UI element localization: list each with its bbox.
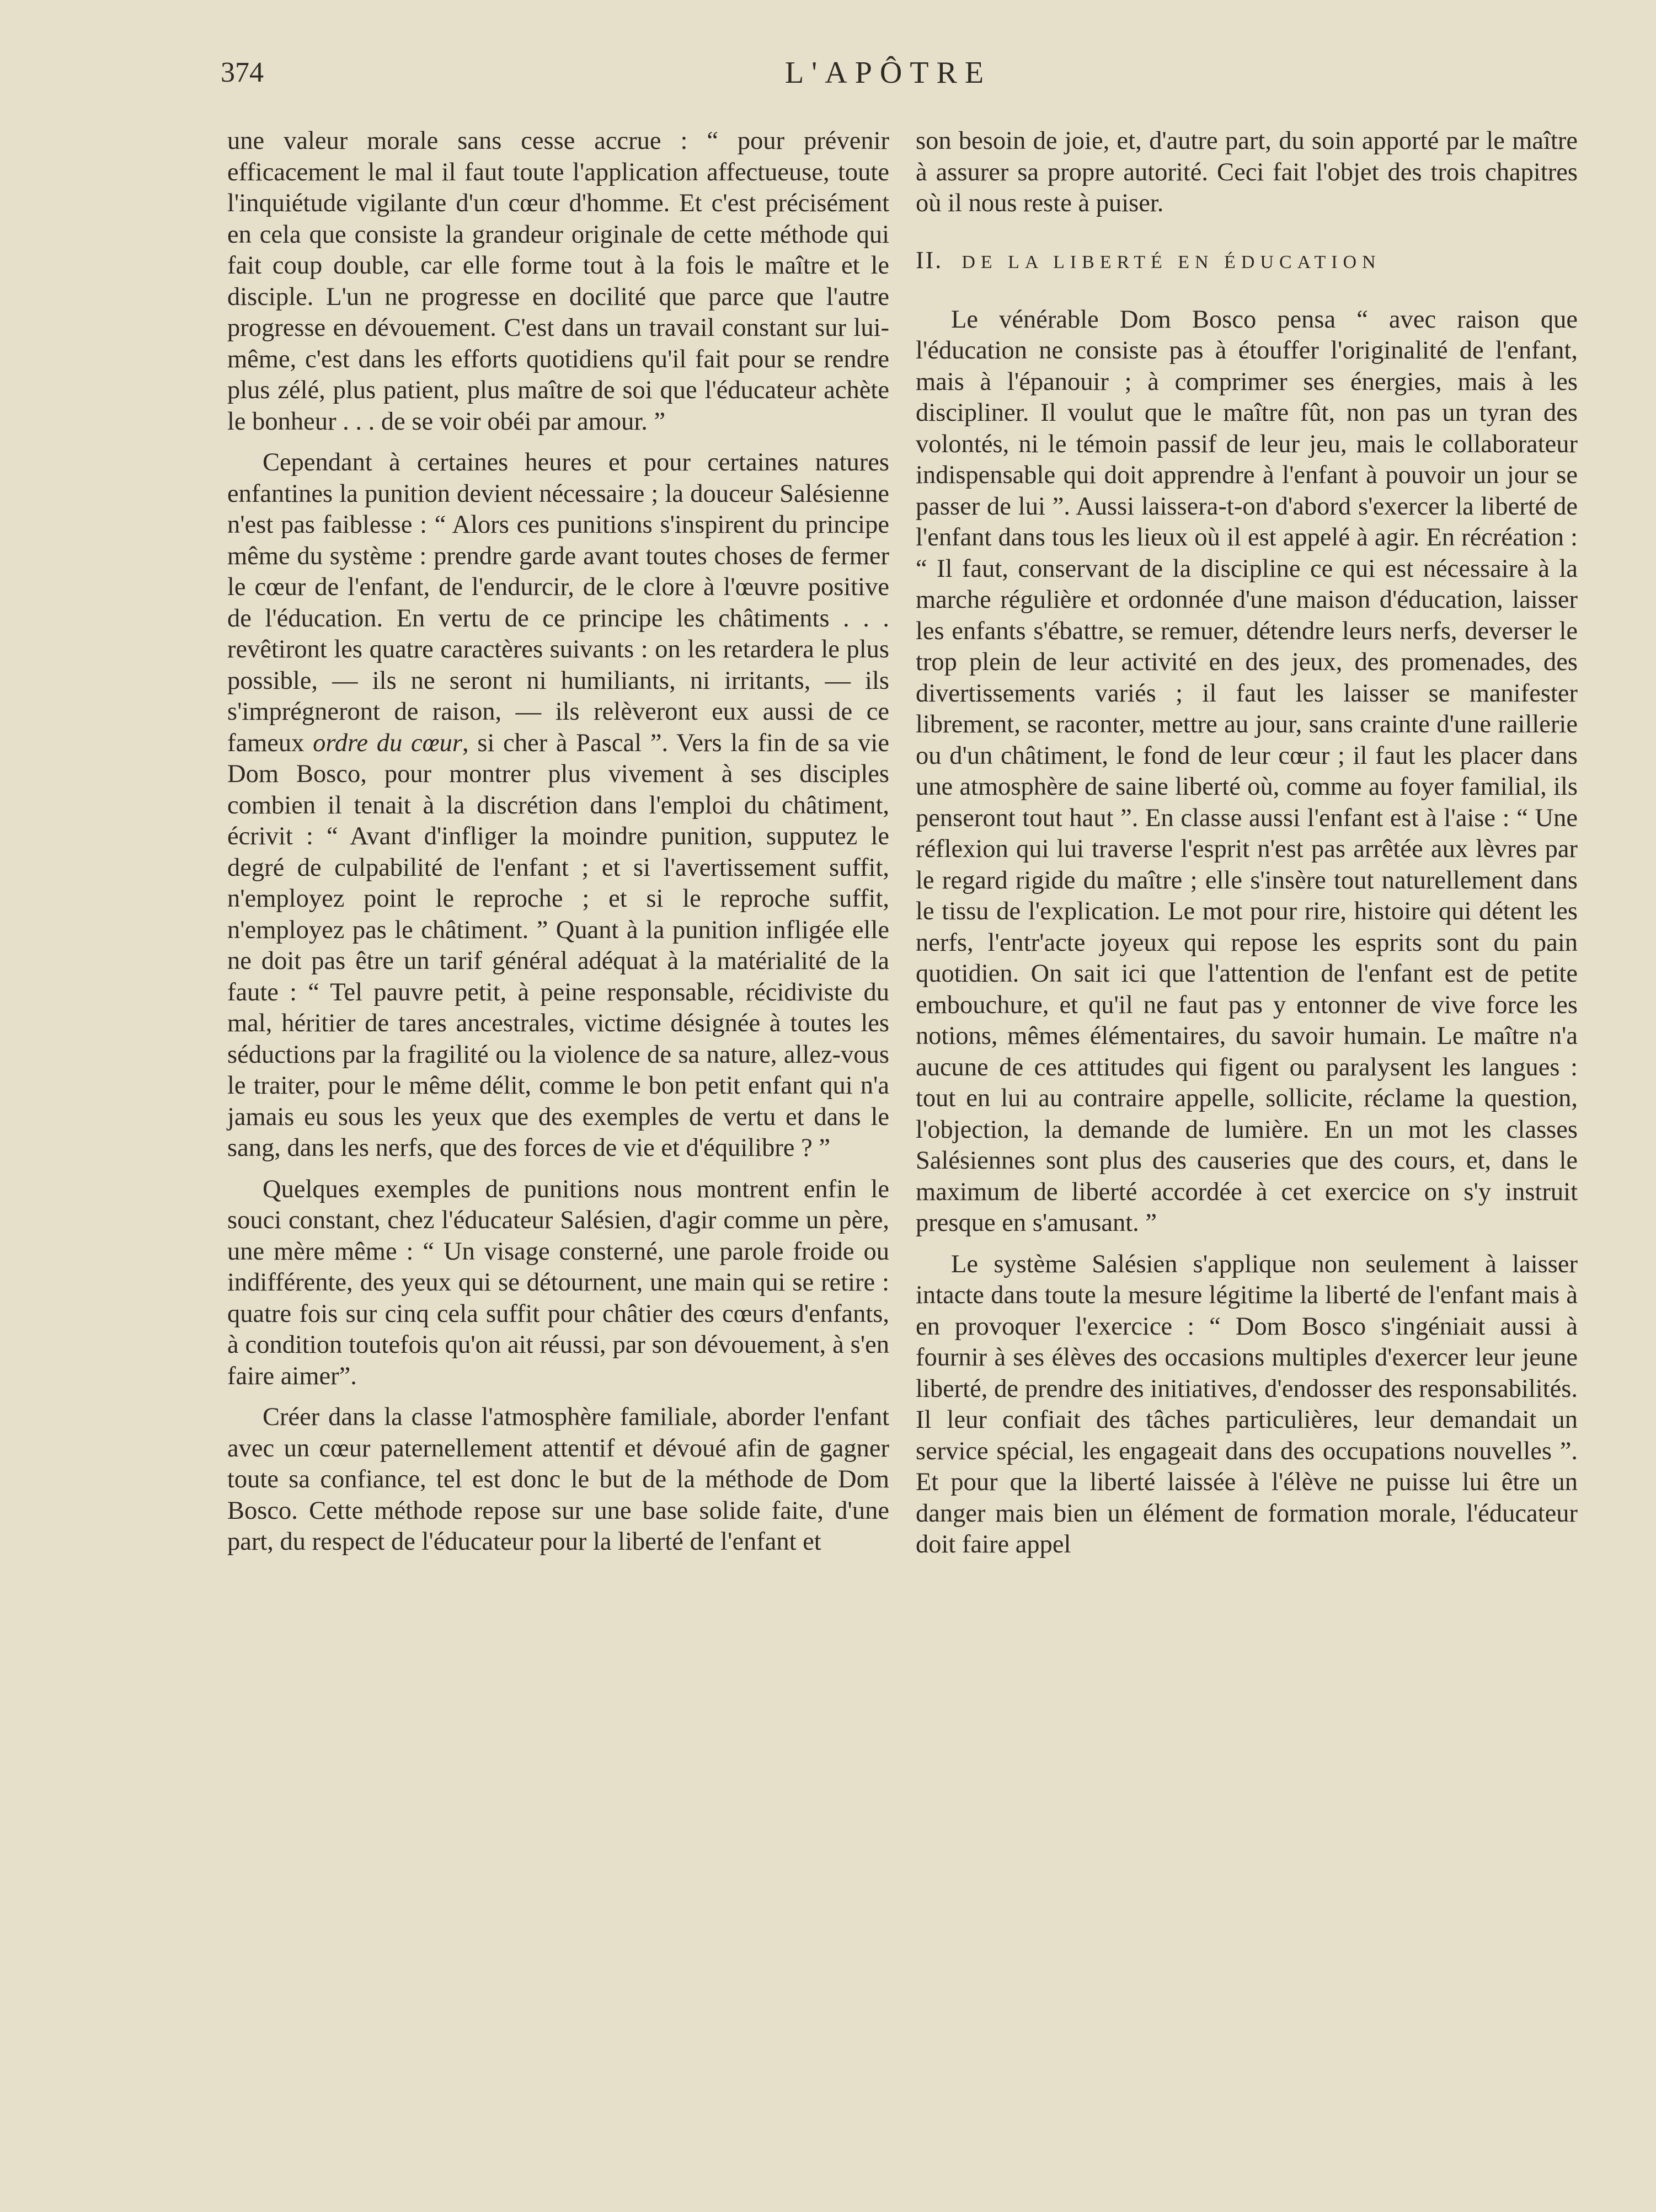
italic-phrase: ordre du cœur [313, 729, 463, 757]
section-heading [916, 245, 1578, 278]
paragraph: Le système Salésien s'applique non seulement à laisser intacte dans toute la mesure légitime la liberté de l'enfant mais à en provoquer l'exercice : “ Dom Bosco s'ingéniait aussi à fournir à ses élèves des occasions multiples d'exercer leur jeune liberté, de prendre des initiatives, d'endosser des responsabilités. Il leur confiait des tâches particulières, leur demandait un service spécial, les engageait dans des occupations nouvelles ”. Et pour que la liberté laissée à l'élève ne puisse lui être un danger mais bien un élément de formation morale, l'éducateur doit faire appel [916, 1250, 1578, 1558]
paragraph [227, 447, 889, 1164]
paragraph: une valeur morale sans cesse accrue : “ pour prévenir efficacement le mal il faut toute l'application affectueuse, toute l'inquiétude vigilante d'un cœur d'homme. Et c'est précisément en cela que consiste la grandeur originale de cette méthode qui fait coup double, car elle forme tout à la fois le maître et le disciple. L'un ne progresse en docilité que parce que l'autre progresse en dévouement. C'est dans un travail constant sur lui-même, c'est dans les efforts quotidiens qu'il fait pour se rendre plus zélé, plus patient, plus maître de soi que l'éducateur achète le bonheur . . . de se voir obéi par amour. ” [227, 127, 889, 436]
paragraph: Le vénérable Dom Bosco pensa “ avec raison que l'éducation ne consiste pas à étouffer l'originalité de l'enfant, mais à l'épanouir ; à comprimer ses énergies, mais à les discipliner. Il voulut que le maître fût, non pas un tyran des volontés, ni le témoin passif de leur jeu, mais le collaborateur indispensable qui doit apprendre à l'enfant à pouvoir un jour se passer de lui ”. Aussi laissera-t-on d'abord s'exercer la liberté de l'enfant dans tous les lieux où il est appelé à agir. En récréation : “ Il faut, conservant de la discipline ce qui est nécessaire à la marche régulière et ordonnée d'une maison d'éducation, laisser les enfants s'ébattre, se remuer, détendre leurs nerfs, deverser le trop plein de leur activité en des jeux, des promenades, des divertissements variés ; il faut les laisser se manifester librement, se raconter, mettre au jour, sans crainte d'une raillerie ou d'un châtiment, le fond de leur cœur ; il faut les placer dans une atmosphère de saine liberté où, comme au foyer familial, ils penseront tout haut ”. En classe aussi l'enfant est à l'aise : “ Une réflexion qui lui traverse l'esprit n'est pas arrêtée aux lèvres par le regard rigide du maître ; elle s'insère tout naturellement dans le tissu de l'explication. Le mot pour rire, histoire qui détent les nerfs, l'entr'acte joyeux qui repose les esprits sont du pain quotidien. On sait ici que l'attention de l'enfant est de petite embouchure, et qu'il ne faut pas y entonner de vive force les notions, mêmes élémentaires, du savoir humain. Le maître n'a aucune de ces attitudes qui figent ou paralysent les langues : tout en lui au contraire appelle, sollicite, réclame la question, l'objection, la demande de lumière. En un mot les classes Salésiennes sont plus des causeries que des cours, et, dans le maximum de liberté accordée à cet exercice on s'y instruit presque en s'amusant. ” [916, 305, 1578, 1237]
page-header [221, 51, 1556, 100]
section-number: II. [916, 246, 943, 274]
page-number: 374 [221, 57, 264, 88]
right-column [916, 126, 1578, 1571]
section-title: DE LA LIBERTÉ EN ÉDUCATION [961, 251, 1381, 272]
paragraph: son besoin de joie, et, d'autre part, du soin apporté par le maître à assurer sa propre autorité. Ceci fait l'objet des trois chapitres où il nous reste à puiser. [916, 127, 1578, 217]
running-title: L'APÔTRE [784, 56, 992, 90]
paragraph: Quelques exemples de punitions nous montrent enfin le souci constant, chez l'éducateur Salésien, d'agir comme un père, une mère même : “ Un visage consterné, une parole froide ou indifférente, des yeux qui se détournent, une main qui se retire : quatre fois sur cinq cela suffit pour châtier des cœurs d'enfants, à condition toutefois qu'on ait réussi, par son dévouement, à s'en faire aimer”. [227, 1175, 889, 1390]
left-column [227, 126, 889, 1568]
paragraph-text: Cependant à certaines heures et pour certaines natures enfantines la punition devient nécessaire ; la douceur Salésienne n'est pas faiblesse : “ Alors ces punitions s'inspirent du principe même du système : prendre garde avant toutes choses de fermer le cœur de l'enfant, de l'endurcir, de le clore à l'œuvre positive de l'éducation. En vertu de ce principe les châtiments . . . revêtiront les quatre caractères suivants : on les retardera le plus possible, — ils ne seront ni humiliants, ni irritants, — ils s'imprégneront de raison, — ils relèveront eux aussi de ce fameux [227, 448, 889, 757]
paragraph: Créer dans la classe l'atmosphère familiale, aborder l'enfant avec un cœur paternellement attentif et dévoué afin de gagner toute sa confiance, tel est donc le but de la méthode de Dom Bosco. Cette méthode repose sur une base solide faite, d'une part, du respect de l'éducateur pour la liberté de l'enfant et [227, 1403, 889, 1556]
paragraph-text: , si cher à Pascal ”. Vers la fin de sa vie Dom Bosco, pour montrer plus vivement à ses disciples combien il tenait à la discrétion dans l'emploi du châtiment, écrivit : “ Avant d'infliger la moindre punition, supputez le degré de culpabilité de l'enfant ; et si l'avertissement suffit, n'employez point le reproche ; et si le reproche suffit, n'employez pas le châtiment. ” Quant à la punition infligée elle ne doit pas être un tarif général adéquat à la matérialité de la faute : “ Tel pauvre petit, à peine responsable, récidiviste du mal, héritier de tares ancestrales, victime désignée à toutes les séductions par la fragilité ou la violence de sa nature, allez-vous le traiter, pour le même délit, comme le bon petit enfant qui n'a jamais eu sous les yeux que des exemples de vertu et dans le sang, dans les nerfs, que des forces de vie et d'équilibre ? ” [227, 729, 889, 1162]
